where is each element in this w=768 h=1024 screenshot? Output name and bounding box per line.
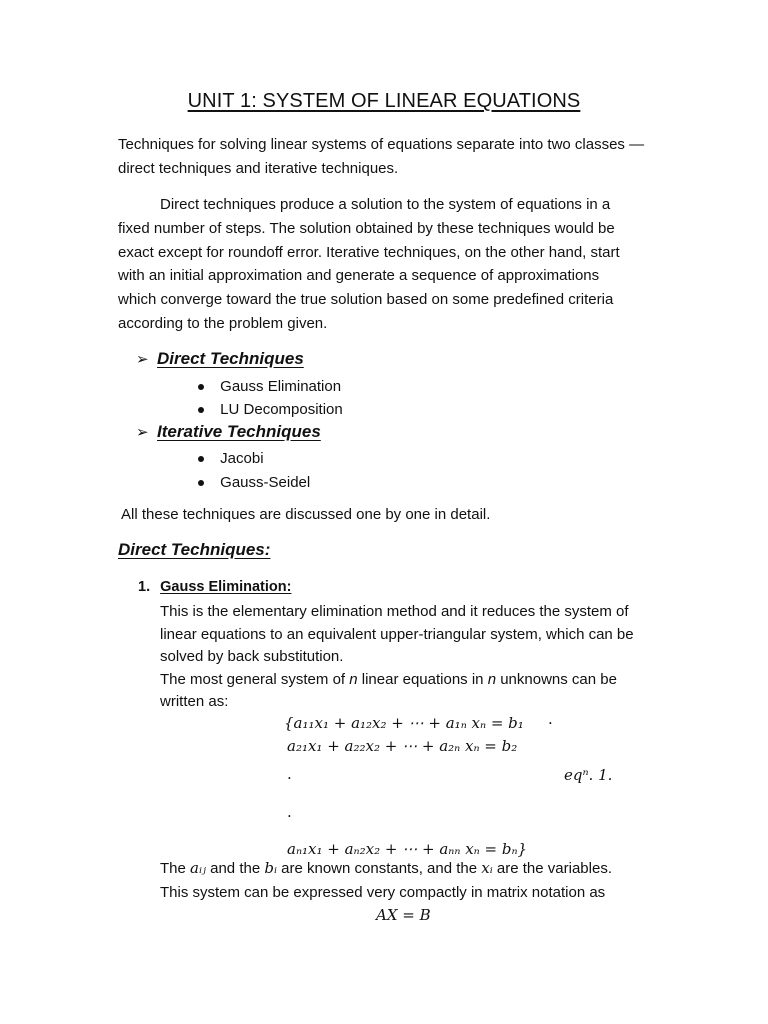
list-item — [198, 375, 341, 399]
page-title: UNIT 1: SYSTEM OF LINEAR EQUATIONS — [187, 90, 581, 112]
text-run: The — [160, 860, 191, 877]
list-item-label: Gauss Elimination — [220, 378, 342, 395]
category-heading: Iterative Techniques — [157, 422, 321, 441]
paragraph-line: according to the problem given. — [118, 314, 328, 332]
equation-dot: . — [287, 803, 292, 821]
subsection-heading: Gauss Elimination: — [160, 579, 292, 595]
gauss-paragraph — [160, 600, 660, 714]
text-run: linear equations in — [357, 670, 488, 688]
paragraph-line: written as: — [160, 693, 229, 711]
constants-line — [160, 857, 612, 881]
text-run: are the variables. — [492, 860, 612, 877]
text-run: The most general system of — [160, 670, 350, 688]
intro-paragraph — [118, 133, 658, 181]
category-direct — [136, 349, 304, 369]
list-number: 1. — [138, 579, 151, 595]
gauss-heading-row — [138, 579, 291, 595]
paragraph-line: exact except for roundoff error. Iterative techniques, on the other hand, start — [118, 243, 620, 261]
category-iterative — [136, 422, 321, 442]
text-run: are known constants, and the — [276, 860, 482, 877]
variable-n: n — [487, 670, 497, 688]
matrix-equation: AX = B — [376, 906, 431, 924]
equation-dot: . — [548, 710, 553, 728]
intro-line: Techniques for solving linear systems of equations separate into two classes — — [118, 136, 645, 153]
list-item — [198, 471, 310, 495]
equation-label: eqⁿ. 1. — [564, 766, 613, 784]
variable-n: n — [349, 670, 358, 688]
paragraph-line: solved by back substitution. — [160, 648, 344, 666]
symbol-aij: aᵢⱼ — [190, 859, 206, 877]
equation-row-1: {a₁₁x₁ + a₁₂x₂ + ⋯ + a₁ₙ xₙ = b₁ — [284, 714, 524, 732]
section-heading: Direct Techniques: — [118, 540, 271, 559]
text-run: and the — [205, 860, 265, 877]
paragraph-line: This is the elementary elimination method and it reduces the system of — [160, 603, 629, 620]
arrow-bullet-icon: ➢ — [136, 351, 149, 368]
paragraph-line: which converge toward the true solution based on some predefined criteria — [118, 291, 614, 309]
arrow-bullet-icon: ➢ — [136, 424, 149, 441]
category-heading: Direct Techniques — [157, 349, 304, 368]
list-item — [198, 398, 343, 422]
summary-text: All these techniques are discussed one by one in detail. — [121, 506, 491, 523]
bullet-dot-icon — [198, 384, 204, 390]
bullet-dot-icon — [198, 456, 204, 462]
paragraph-line: fixed number of steps. The solution obtained by these techniques would be — [118, 219, 615, 237]
direct-vs-iterative-paragraph — [118, 193, 658, 336]
matrix-notation-line: This system can be expressed very compactly in matrix notation as — [160, 884, 606, 901]
list-item-label: LU Decomposition — [220, 401, 343, 418]
intro-line: direct techniques and iterative techniques. — [118, 159, 399, 177]
list-item — [198, 447, 264, 471]
paragraph-line: with an initial approximation and generate a sequence of approximations — [118, 267, 600, 285]
symbol-bi: bᵢ — [264, 859, 277, 877]
bullet-dot-icon — [198, 407, 204, 413]
list-item-label: Gauss-Seidel — [220, 474, 311, 491]
equation-row-n: aₙ₁x₁ + aₙ₂x₂ + ⋯ + aₙₙ xₙ = bₙ} — [287, 840, 528, 858]
paragraph-line — [160, 669, 660, 692]
symbol-xi: xᵢ — [481, 859, 493, 877]
paragraph-line: linear equations to an equivalent upper-triangular system, which can be — [160, 625, 634, 643]
equation-row-2: a₂₁x₁ + a₂₂x₂ + ⋯ + a₂ₙ xₙ = b₂ — [287, 737, 518, 755]
list-item-label: Jacobi — [220, 450, 264, 467]
equation-dot: . — [287, 765, 292, 783]
bullet-dot-icon — [198, 480, 204, 486]
paragraph-line: Direct techniques produce a solution to the system of equations in a — [160, 196, 611, 213]
text-run: unknowns can be — [496, 670, 617, 688]
